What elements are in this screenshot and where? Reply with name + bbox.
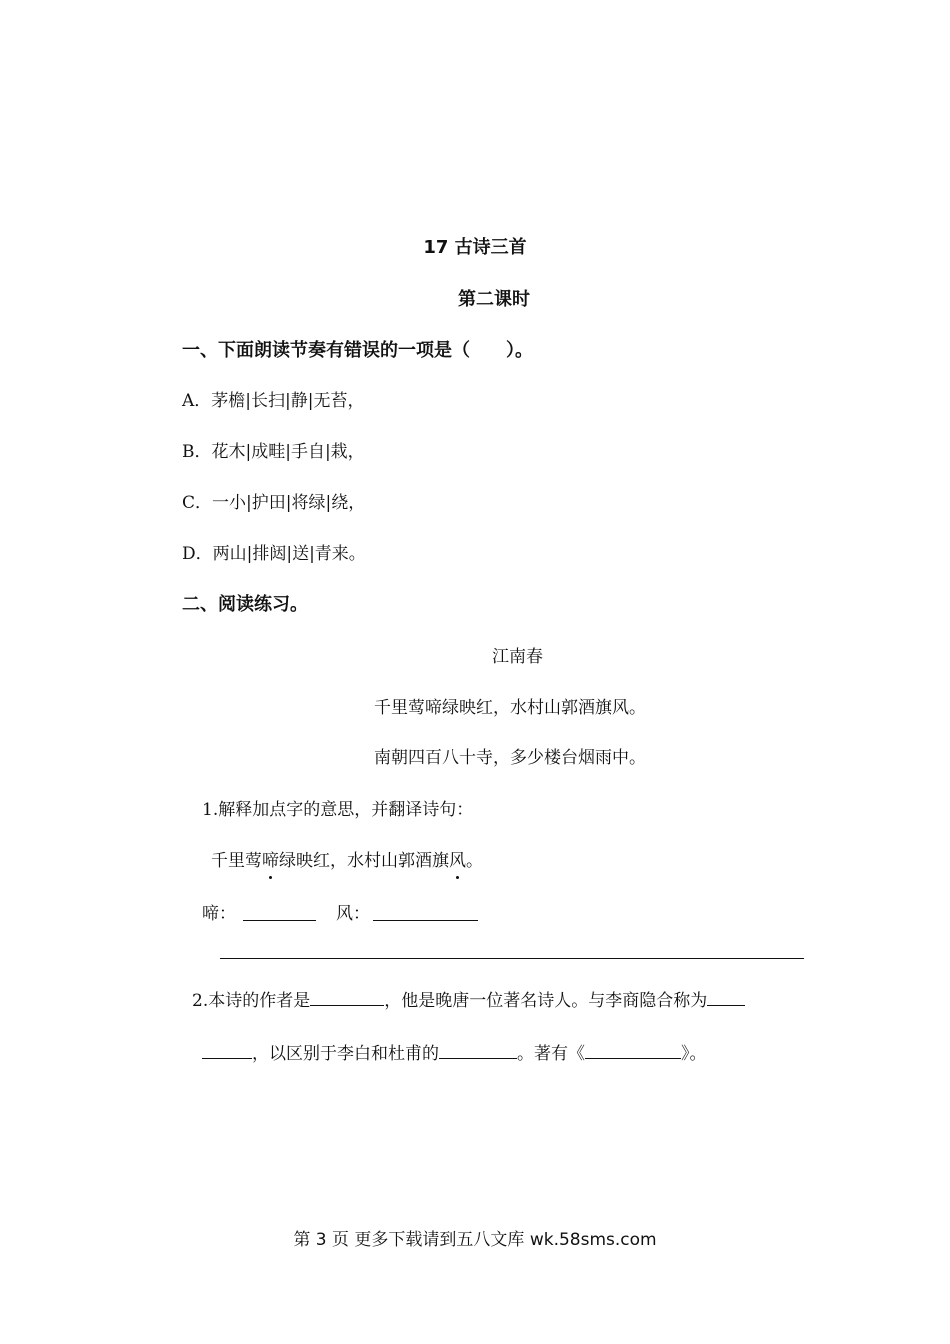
answer-blank-feng[interactable] xyxy=(373,902,478,921)
poem-fragment: 绿映红，水村山郭酒旗 xyxy=(279,851,449,871)
option-b: B．花木|成畦|手自|栽， xyxy=(182,442,365,462)
page-title: 17 古诗三首 xyxy=(423,237,527,258)
option-c: C．一小|护田|将绿|绕， xyxy=(182,493,366,513)
option-d: D．两山|排闼|送|青来。 xyxy=(182,544,366,564)
poem-line-1: 千里莺啼绿映红，水村山郭酒旗风。 xyxy=(374,698,646,718)
poem-title: 江南春 xyxy=(492,647,543,667)
dotted-char-feng: 风 xyxy=(449,851,466,871)
poem-fragment: 千里莺 xyxy=(211,851,262,871)
dotted-poem-line xyxy=(211,849,483,873)
subq2-text: 。著有《 xyxy=(517,1044,585,1064)
label-ti: 啼： xyxy=(202,904,236,924)
subq2-text: 》。 xyxy=(681,1044,707,1064)
option-a: A．茅檐|长扫|静|无苔， xyxy=(182,391,365,411)
answer-blank-ti[interactable] xyxy=(243,902,316,921)
subquestion-1-prompt: 1.解释加点字的意思，并翻译诗句： xyxy=(202,800,474,820)
answer-blank-comparison[interactable] xyxy=(439,1040,517,1059)
subq2-text: 2.本诗的作者是 xyxy=(192,991,311,1011)
subq2-text: ，他是晚唐一位著名诗人。与李商隐合称为 xyxy=(384,991,708,1011)
answer-blank-nickname-start[interactable] xyxy=(707,987,745,1006)
subquestion-2-line-2 xyxy=(202,1040,707,1066)
label-feng: 风： xyxy=(336,904,370,924)
poem-line-2: 南朝四百八十寺，多少楼台烟雨中。 xyxy=(374,748,646,768)
question-2-prompt: 二、阅读练习。 xyxy=(182,594,308,615)
question-1-prompt: 一、下面朗读节奏有错误的一项是（ ）。 xyxy=(182,340,533,361)
lesson-subtitle: 第二课时 xyxy=(458,289,530,310)
poem-fragment: 。 xyxy=(466,851,483,871)
answer-blank-nickname-end[interactable] xyxy=(202,1040,252,1059)
subq2-text: ，以区别于李白和杜甫的 xyxy=(252,1044,439,1064)
translation-answer-line[interactable] xyxy=(220,958,804,959)
answer-blank-author[interactable] xyxy=(310,987,384,1006)
subquestion-2-line-1 xyxy=(192,987,745,1013)
page-footer: 第 3 页 更多下载请到五八文库 wk.58sms.com xyxy=(293,1230,657,1250)
dotted-char-ti: 啼 xyxy=(262,851,279,871)
answer-blank-work[interactable] xyxy=(585,1040,681,1059)
